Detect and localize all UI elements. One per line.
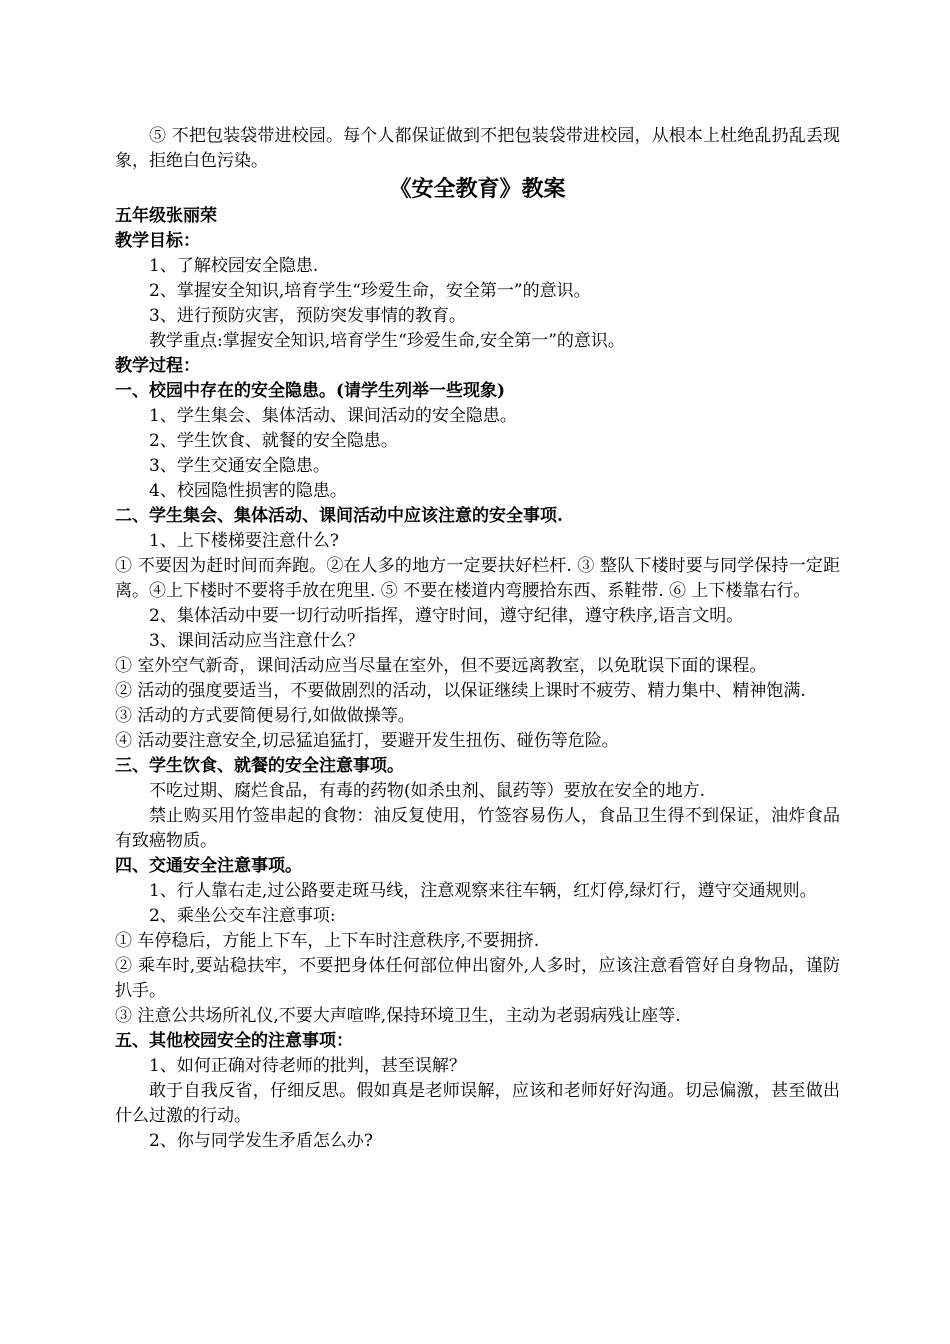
paragraph: 1、行人靠右走,过公路要走斑马线，注意观察来往车辆，红灯停,绿灯行，遵守交通规则。 [149, 881, 817, 901]
paragraph: 教学重点:掌握安全知识,培育学生“珍爱生命,安全第一”的意识。 [149, 331, 625, 351]
paragraph: ③ 活动的方式要简便易行,如做做操等。 [115, 706, 415, 726]
paragraph: 1、学生集会、集体活动、课间活动的安全隐患。 [149, 406, 517, 426]
section-heading: 五、其他校园安全的注意事项： [115, 1031, 353, 1051]
section-heading: 二、学生集会、集体活动、课间活动中应该注意的安全事项. [115, 506, 563, 526]
paragraph: ② 活动的强度要适当，不要做剧烈的活动，以保证继续上课时不疲劳、精力集中、精神饱满. [115, 681, 806, 701]
section-heading: 教学目标： [115, 231, 200, 251]
section-heading: 五年级张丽荣 [115, 206, 217, 226]
section-heading: 教学过程： [115, 356, 200, 376]
paragraph: ② 乘车时,要站稳扶牢，不要把身体任何部位伸出窗外,人多时，应该注意看管好自身物品，谨防扒手。 [115, 956, 840, 1001]
paragraph: 敢于自我反省，仔细反思。假如真是老师误解，应该和老师好好沟通。切忌偏激，甚至做出什么过激的行动。 [115, 1081, 840, 1126]
document-page [115, 124, 840, 1154]
paragraph: 3、学生交通安全隐患。 [149, 456, 330, 476]
document-title: 《安全教育》教案 [389, 176, 566, 202]
paragraph: ③ 注意公共场所礼仪,不要大声喧哗,保持环境卫生，主动为老弱病残让座等. [115, 1006, 681, 1026]
paragraph: 1、了解校园安全隐患. [149, 256, 319, 276]
section-heading: 三、学生饮食、就餐的安全注意事项。 [115, 756, 404, 776]
paragraph: 2、你与同学发生矛盾怎么办? [149, 1131, 373, 1151]
paragraph: ⑤ 不把包装袋带进校园。每个人都保证做到不把包装袋带进校园，从根本上杜绝乱扔乱丢现象，拒绝白色污染。 [115, 126, 840, 171]
section-heading: 一、校园中存在的安全隐患。(请学生列举一些现象) [115, 381, 506, 401]
paragraph: 不吃过期、腐烂食品，有毒的药物(如杀虫剂、鼠药等）要放在安全的地方. [149, 781, 706, 801]
paragraph: 3、进行预防灾害，预防突发事情的教育。 [149, 306, 466, 326]
paragraph: 2、乘坐公交车注意事项: [149, 906, 336, 926]
paragraph: 1、如何正确对待老师的批判，甚至误解？ [149, 1056, 466, 1076]
paragraph: 3、课间活动应当注意什么？ [149, 631, 364, 651]
section-heading: 四、交通安全注意事项。 [115, 856, 302, 876]
paragraph: 2、学生饮食、就餐的安全隐患。 [149, 431, 398, 451]
paragraph: ① 车停稳后，方能上下车，上下车时注意秩序,不要拥挤. [115, 931, 540, 951]
paragraph: 1、上下楼梯要注意什么? [149, 531, 339, 551]
paragraph: ① 室外空气新奇，课间活动应当尽量在室外，但不要远离教室，以免耽误下面的课程。 [115, 656, 767, 676]
paragraph: ④ 活动要注意安全,切忌猛追猛打，要避开发生扭伤、碰伤等危险。 [115, 731, 619, 751]
paragraph: ① 不要因为赶时间而奔跑。②在人多的地方一定要扶好栏杆. ③ 整队下楼时要与同学保持一定距离。④上下楼时不要将手放在兜里. ⑤ 不要在楼道内弯腰拾东西、系鞋带. ⑥ 上下楼靠右行。 [115, 556, 840, 601]
paragraph: 2、集体活动中要一切行动听指挥，遵守时间，遵守纪律，遵守秩序,语言文明。 [149, 606, 744, 626]
paragraph: 4、校园隐性损害的隐患。 [149, 481, 347, 501]
paragraph: 2、掌握安全知识,培育学生“珍爱生命，安全第一”的意识。 [149, 281, 591, 301]
paragraph: 禁止购买用竹签串起的食物：油反复使用，竹签容易伤人，食品卫生得不到保证，油炸食品有致癌物质。 [115, 806, 840, 851]
